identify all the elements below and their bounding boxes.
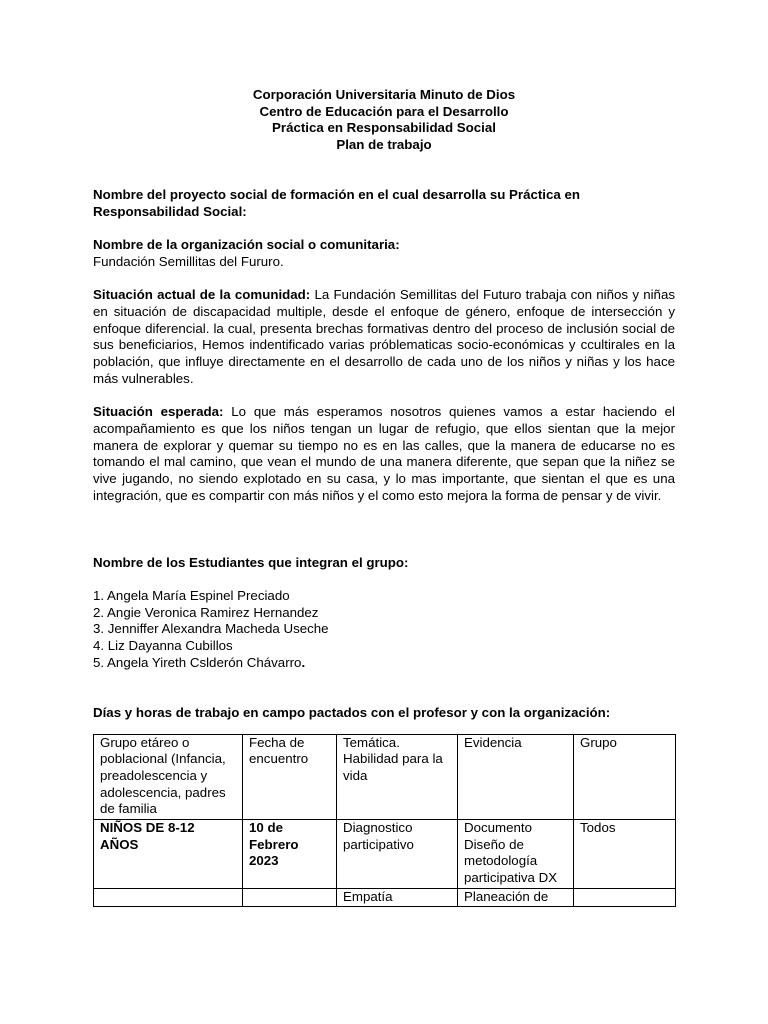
header-practice: Práctica en Responsabilidad Social (272, 120, 496, 136)
document-page (93, 87, 675, 907)
current-situation-label: Situación actual de la comunidad: (93, 287, 311, 303)
expected-situation-label: Situación esperada: (93, 404, 224, 420)
list-item: 2. Angie Veronica Ramirez Hernandez (93, 604, 319, 620)
schedule-label: Días y horas de trabajo en campo pactados con el profesor y con la organización: (93, 704, 611, 720)
cell-group (94, 888, 243, 906)
project-name-label: Nombre del proyecto social de formación en el cual desarrolla su Práctica en Responsabilidad Social: (93, 187, 580, 219)
current-situation-text: La Fundación Semillitas del Futuro trabaja con niños y niñas en situación de discapacidad multiple, desde el enfoque de género, enfoque de intersección y enfoque diferencial. la cual, presenta brechas formativas dentro del proceso de inclusión social de sus beneficiarios, Hemos indentificado varias próblematicas socio-económicas y ccultirales en la población, que influye directamente en el desarrollo de cada uno de los niños y niñas y los hace más vulnerables. (93, 287, 675, 386)
cell-group: NIÑOS DE 8-12 AÑOS (94, 820, 243, 889)
cell-date (243, 888, 337, 906)
expected-situation-paragraph (93, 404, 675, 504)
header-plan-title: Plan de trabajo (336, 137, 432, 153)
column-header-topic: Temática. Habilidad para la vida (337, 734, 458, 820)
table-header-row (94, 734, 676, 820)
list-item: 5. Angela Yireth Cslderón Chávarro. (93, 654, 306, 670)
column-header-team: Grupo (574, 734, 676, 820)
column-header-date: Fecha de encuentro (243, 734, 337, 820)
list-item: 4. Liz Dayanna Cubillos (93, 638, 233, 654)
header-center: Centro de Educación para el Desarrollo (259, 103, 509, 119)
table-row (94, 820, 676, 889)
cell-evidence: Documento Diseño de metodología participativa DX (458, 820, 574, 889)
current-situation-paragraph (93, 287, 675, 387)
table-row (94, 888, 676, 906)
students-list (93, 588, 675, 672)
cell-evidence: Planeación de (458, 888, 574, 906)
list-item: 3. Jenniffer Alexandra Macheda Useche (93, 621, 329, 637)
cell-team: Todos (574, 820, 676, 889)
cell-topic: Diagnostico participativo (337, 820, 458, 889)
organization-label: Nombre de la organización social o comunitaria: (93, 237, 400, 253)
column-header-evidence: Evidencia (458, 734, 574, 820)
organization-value: Fundación Semillitas del Fururo. (93, 253, 284, 269)
expected-situation-text: Lo que más esperamos nosotros quienes vamos a estar haciendo el acompañamiento es que los niños tengan un lugar de refugio, que ellos sientan que la mejor manera de explorar y quemar su tiempo no es en las calles, que la manera de educarse no es tomando el mal camino, que vean el mundo de una manera diferente, que sepan que la niñez se vive jugando, no siendo explotado en su casa, y lo mas importante, que sientan el que es una integración, que es compartir con más niños y el como esto mejora la forma de pensar y de vivir. (93, 404, 675, 503)
column-header-group: Grupo etáreo o poblacional (Infancia, preadolescencia y adolescencia, padres de familia (94, 734, 243, 820)
list-item: 1. Angela María Espinel Preciado (93, 587, 290, 603)
students-label: Nombre de los Estudiantes que integran el grupo: (93, 554, 409, 570)
schedule-table (93, 734, 676, 907)
header-institution: Corporación Universitaria Minuto de Dios (252, 87, 516, 102)
cell-topic: Empatía (337, 888, 458, 906)
document-header (93, 87, 675, 154)
cell-team (574, 888, 676, 906)
cell-date: 10 de Febrero 2023 (243, 820, 337, 889)
